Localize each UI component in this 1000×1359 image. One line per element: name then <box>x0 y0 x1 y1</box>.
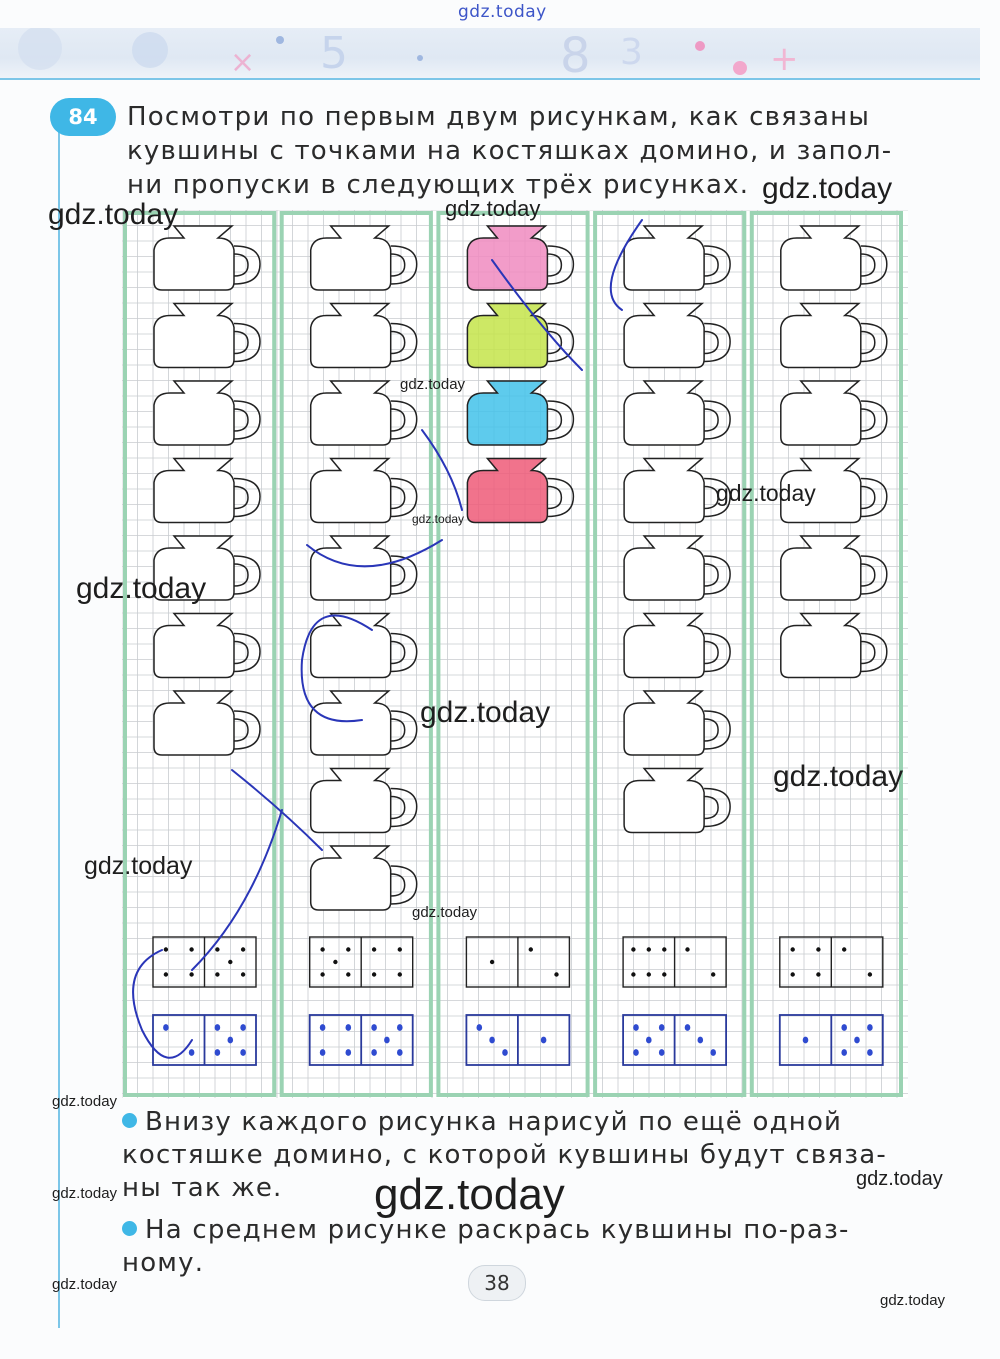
domino-pip <box>164 947 168 951</box>
number-decoration <box>0 28 980 78</box>
bullet-line: На среднем рисунке раскрась кувшины по-раз- <box>145 1215 850 1245</box>
domino-pip <box>816 972 820 976</box>
watermark: gdz.today <box>48 198 179 231</box>
domino-pip <box>698 1037 704 1044</box>
domino-pip <box>647 972 651 976</box>
domino-pip <box>659 1049 665 1056</box>
task-line: кувшины с точками на костяшках домино, и запол- <box>127 136 893 166</box>
domino-pip <box>346 1049 352 1056</box>
domino-pip <box>633 1049 639 1056</box>
bullet-line: костяшке домино, с которой кувшины будут связа- <box>122 1140 887 1170</box>
domino-pip <box>803 1037 809 1044</box>
task-line: Посмотри по первым двум рисункам, как связаны <box>127 102 871 132</box>
domino-pip <box>477 1024 483 1031</box>
domino-pip <box>398 947 402 951</box>
domino-pip <box>241 947 245 951</box>
domino-pip <box>240 1024 246 1031</box>
domino-pip <box>490 960 494 964</box>
domino-pip <box>228 960 232 964</box>
domino-pip <box>215 972 219 976</box>
domino-pip <box>489 1037 495 1044</box>
domino-pip <box>854 1037 860 1044</box>
domino-pip <box>320 972 324 976</box>
domino-pip <box>397 1049 403 1056</box>
domino-pip <box>631 947 635 951</box>
domino-pip <box>841 1049 847 1056</box>
header-banner <box>0 28 980 80</box>
domino-pip <box>791 947 795 951</box>
domino-pip <box>189 947 193 951</box>
watermark: gdz.today <box>412 512 465 526</box>
domino-pip <box>346 947 350 951</box>
site-label[interactable]: gdz.today <box>458 2 547 22</box>
domino-pip <box>554 972 558 976</box>
svg-text:3: 3 <box>620 32 643 73</box>
domino-pip <box>164 972 168 976</box>
exercise-grid <box>122 210 908 1098</box>
domino-pip <box>529 947 533 951</box>
domino-pip <box>662 947 666 951</box>
svg-text:5: 5 <box>320 28 348 78</box>
domino-pip <box>397 1024 403 1031</box>
domino-pip <box>163 1024 169 1031</box>
domino-pip <box>215 947 219 951</box>
bullet-line: ны так же. <box>122 1173 283 1203</box>
bullet-icon <box>122 1221 137 1236</box>
domino-pip <box>240 1049 246 1056</box>
domino-pip <box>868 972 872 976</box>
domino-pip <box>685 1024 691 1031</box>
domino-pip <box>867 1024 873 1031</box>
svg-text:+: + <box>770 39 799 78</box>
domino-pip <box>384 1037 390 1044</box>
domino-pip <box>320 1024 326 1031</box>
watermark: gdz.today <box>880 1292 946 1309</box>
watermark: gdz.today <box>412 904 478 921</box>
domino-pip <box>346 1024 352 1031</box>
domino-pip <box>659 1024 665 1031</box>
domino-pip <box>816 947 820 951</box>
domino-pip <box>372 972 376 976</box>
watermark: gdz.today <box>84 852 193 880</box>
bullet-line: ному. <box>122 1248 205 1278</box>
watermark: gdz.today <box>773 760 904 793</box>
domino-pip <box>867 1049 873 1056</box>
domino-pip <box>791 972 795 976</box>
domino-pip <box>711 972 715 976</box>
domino-pip <box>320 1049 326 1056</box>
domino-pip <box>631 972 635 976</box>
watermark: gdz.today <box>762 172 893 205</box>
domino-pip <box>662 972 666 976</box>
domino-pip <box>228 1037 234 1044</box>
watermark: gdz.today <box>52 1276 118 1293</box>
domino-pip <box>215 1024 221 1031</box>
watermark: gdz.today <box>400 376 466 393</box>
watermark: gdz.today <box>52 1185 118 1202</box>
domino-pip <box>502 1049 508 1056</box>
domino-pip <box>710 1049 716 1056</box>
domino-pip <box>189 1049 195 1056</box>
domino-pip <box>633 1024 639 1031</box>
svg-text:8: 8 <box>560 28 591 78</box>
domino-pip <box>189 972 193 976</box>
domino-pip <box>647 947 651 951</box>
bullet-icon <box>122 1113 137 1128</box>
domino-pip <box>841 1024 847 1031</box>
margin-line <box>58 128 60 1328</box>
watermark: gdz.today <box>76 572 207 605</box>
domino-pip <box>646 1037 652 1044</box>
task-number-badge: 84 <box>50 98 116 136</box>
domino-pip <box>333 960 337 964</box>
domino-pip <box>215 1049 221 1056</box>
grid-figure <box>122 210 908 1098</box>
domino-pip <box>842 947 846 951</box>
watermark: gdz.today <box>856 1168 943 1190</box>
domino-pip <box>398 972 402 976</box>
instruction-color-jugs <box>122 1214 926 1280</box>
domino-pip <box>320 947 324 951</box>
svg-text:×: × <box>230 45 256 78</box>
domino-pip <box>541 1037 547 1044</box>
domino-pip <box>685 947 689 951</box>
watermark: gdz.today <box>445 196 541 221</box>
watermark: gdz.today <box>374 1170 565 1219</box>
domino-pip <box>371 1049 377 1056</box>
task-line: ни пропуски в следующих трёх рисунках. <box>127 170 750 200</box>
domino-pip <box>241 972 245 976</box>
domino-pip <box>372 947 376 951</box>
page-number: 38 <box>468 1265 526 1301</box>
watermark: gdz.today <box>52 1093 118 1110</box>
domino-pip <box>346 972 350 976</box>
bullet-line: Внизу каждого рисунка нарисуй по ещё одной <box>145 1107 843 1137</box>
domino-pip <box>371 1024 377 1031</box>
watermark: gdz.today <box>420 696 551 729</box>
watermark: gdz.today <box>716 480 816 506</box>
